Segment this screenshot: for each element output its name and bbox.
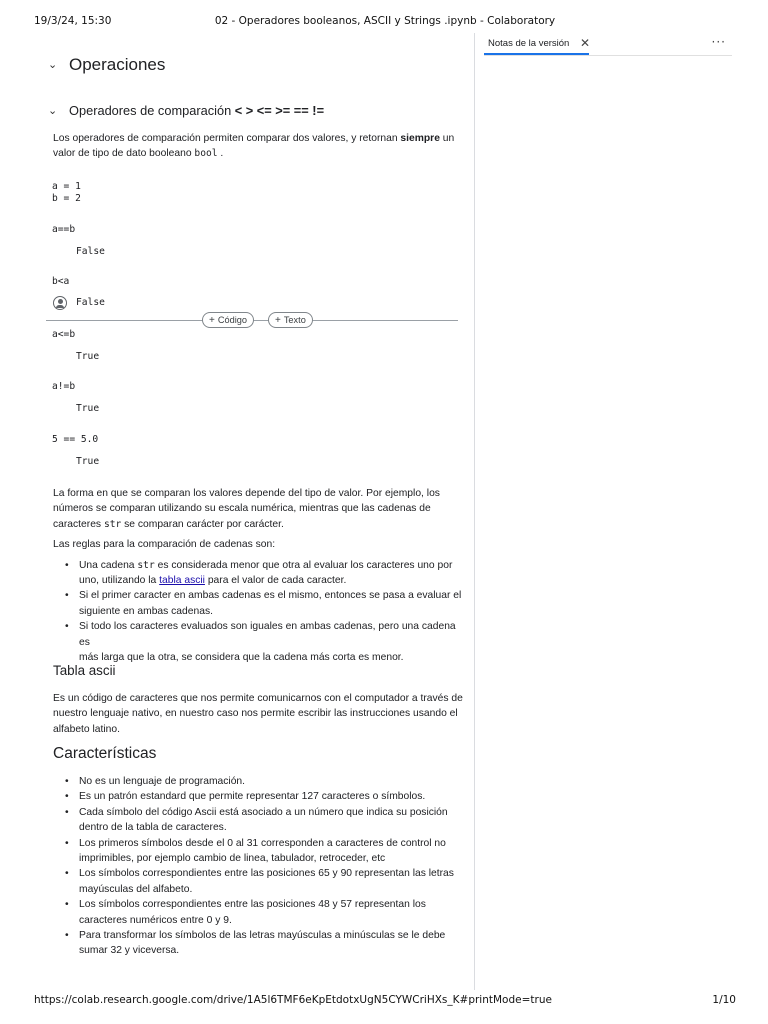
list-line: imprimibles, por ejemplo cambio de linea, tabulador, retroceder, etc (79, 853, 386, 865)
add-code-label: Código (217, 315, 247, 325)
notebook-area (34, 40, 474, 990)
code-cell-output: True (76, 351, 100, 362)
list-item (53, 619, 468, 665)
list-text: Una cadena (79, 559, 138, 571)
add-code-button[interactable] (202, 312, 254, 328)
intro-line (53, 146, 468, 161)
list-line: dentro de la tabla de caracteres. (79, 822, 227, 834)
inline-code: str (137, 559, 155, 571)
print-header (34, 15, 736, 29)
list-line: • Los símbolos correspondientes entre las posiciones 65 y 90 representan las letras (79, 868, 454, 880)
add-text-label: Texto (283, 315, 306, 325)
list-line: • Para transformar los símbolos de las letras mayúsculas a minúsculas se le debe (79, 930, 446, 942)
list-line: • No es un lenguaje de programación. (79, 776, 246, 787)
code-cell-input[interactable]: b<a (52, 276, 70, 287)
code-cell-output: True (76, 403, 100, 414)
list-item (53, 558, 468, 589)
paragraph-text: se comparan carácter por carácter. (121, 518, 284, 530)
caracteristicas-heading: Características (53, 745, 157, 762)
code-cell-input[interactable]: a==b (52, 224, 76, 235)
list-line: mayúsculas del alfabeto. (79, 883, 193, 895)
close-icon[interactable]: ✕ (580, 36, 591, 50)
list-line (79, 558, 468, 573)
code-cell-output: False (76, 246, 105, 257)
list-text: es considerada menor que otra al evaluar los caracteres uno por (154, 559, 453, 571)
paragraph-line: alfabeto latino. (53, 723, 120, 735)
heading-text: Operadores de comparación (69, 103, 232, 118)
intro-text-cell[interactable] (53, 131, 468, 162)
list-item (53, 805, 468, 836)
rules-intro: Las reglas para la comparación de cadenas son: (53, 539, 276, 551)
collapse-chevron-icon[interactable]: ⌄ (48, 104, 58, 117)
add-text-button[interactable] (268, 312, 313, 328)
intro-text: valor de tipo de dato booleano (53, 148, 195, 160)
list-line: más larga que la otra, se considera que la cadena más corta es menor. (79, 652, 404, 664)
print-page-number: 1/10 (712, 994, 736, 1006)
intro-line (53, 131, 468, 146)
caracteristicas-list (53, 774, 468, 959)
code-cell-output: True (76, 456, 100, 467)
list-item (53, 789, 468, 804)
list-text: uno, utilizando la (79, 575, 160, 587)
collapse-chevron-icon[interactable]: ⌄ (48, 58, 58, 71)
code-cell-input[interactable]: a<=b (52, 329, 76, 340)
print-url: https://colab.research.google.com/drive/1A5l6TMF6eKpEtdotxUgN5CYWCriHXs_K#printMode=true (34, 994, 552, 1006)
code-cell-input[interactable]: 5 == 5.0 (52, 434, 99, 445)
tab-label: Notas de la versión (488, 38, 570, 49)
section-heading-comparacion (69, 103, 324, 118)
list-line: • Los símbolos correspondientes entre las posiciones 48 y 57 representan los (79, 899, 426, 911)
heading-operators: < > <= >= == != (234, 103, 325, 118)
paragraph-text: caracteres (53, 518, 104, 530)
ascii-table-link[interactable]: tabla ascii (159, 575, 205, 587)
intro-text: . (217, 148, 224, 160)
list-line: sumar 32 y viceversa. (79, 945, 180, 957)
list-item (53, 774, 468, 789)
print-document-title: 02 - Operadores booleanos, ASCII y Strings .ipynb - Colaboratory (214, 15, 556, 27)
code-cell-input[interactable]: a = 1 b = 2 (52, 181, 81, 204)
list-line (79, 573, 468, 588)
print-datetime: 19/3/24, 15:30 (34, 15, 112, 27)
list-line: • Si todo los caracteres evaluados son iguales en ambas cadenas, pero una cadena es (79, 621, 456, 648)
intro-bold: siempre (400, 133, 440, 144)
side-panel (474, 33, 736, 990)
run-cell-icon[interactable] (53, 296, 67, 310)
more-options-icon[interactable]: ··· (711, 35, 726, 49)
section-heading-operaciones: Operaciones (69, 55, 166, 74)
plus-icon: + (209, 315, 215, 326)
list-item (53, 866, 468, 897)
list-line: siguiente en ambas cadenas. (79, 605, 213, 617)
paragraph-line (53, 517, 468, 532)
intro-text: un (439, 133, 455, 144)
list-item (53, 928, 468, 959)
compare-text-cell[interactable] (53, 486, 468, 665)
list-line: • Si el primer caracter en ambas cadenas es el mismo, entonces se pasa a evaluar el (79, 590, 462, 602)
caracteristicas-cell[interactable] (53, 774, 468, 959)
list-line: • Los primeros símbolos desde el 0 al 31 corresponden a caracteres de control no (79, 837, 446, 849)
paragraph-line: números se comparan utilizando su escala numérica, mientras que las cadenas de (53, 503, 431, 515)
code-cell-output: False (76, 297, 105, 308)
list-line: caracteres numéricos entre 0 y 9. (79, 914, 232, 926)
plus-icon: + (275, 315, 281, 326)
inline-code: bool (194, 148, 218, 160)
inline-code: str (103, 518, 122, 530)
print-footer (34, 994, 736, 1008)
list-item (53, 588, 468, 619)
paragraph-line: nuestro lenguaje nativo, en nuestro caso nos permite escribir las instrucciones usando el (53, 708, 458, 720)
list-line: • Es un patrón estandard que permite representar 127 caracteres o símbolos. (79, 791, 426, 803)
ascii-text-cell[interactable] (53, 691, 468, 737)
paragraph-line: La forma en que se comparan los valores depende del tipo de valor. Por ejemplo, los (53, 488, 440, 499)
code-cell-input[interactable]: a!=b (52, 381, 76, 392)
list-item (53, 897, 468, 928)
ascii-heading: Tabla ascii (53, 663, 116, 678)
rules-list (53, 558, 468, 666)
intro-text: Los operadores de comparación permiten comparar dos valores, y retornan (53, 133, 401, 144)
list-line: • Cada símbolo del código Ascii está asociado a un número que indica su posición (79, 806, 448, 818)
paragraph-line: Es un código de caracteres que nos permite comunicarnos con el computador a través de (53, 693, 463, 704)
list-text: para el valor de cada caracter. (204, 575, 347, 587)
list-item (53, 836, 468, 867)
tab-release-notes[interactable] (484, 33, 589, 55)
panel-divider (484, 55, 732, 56)
